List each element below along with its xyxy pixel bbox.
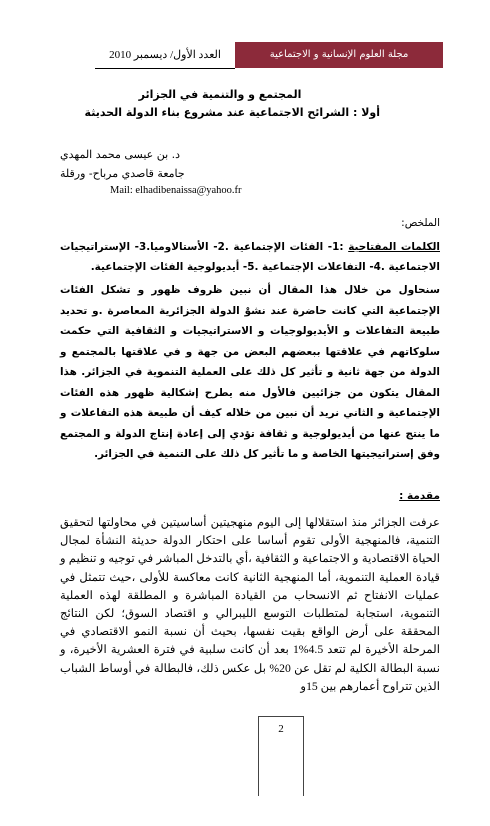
author-email: Mail: elhadibenaissa@yahoo.fr — [110, 185, 242, 196]
introduction-body: عرفت الجزائر منذ استقلالها إلى اليوم منهجيتين أساسيتين في محاولتها لتحقيق التنمية، فالمنهجية الأولى تقوم أساسا على احتكار الدولة حديثة النشأة لمجال الحياة الاقتصادية و الاجتماعية و الثقافية ،أي بالتدخل المباشر في توجيه و تنظيم و قيادة العملية التنموية، أما المنهجية الثانية كانت معاكسة للأولى ،حيث تتمثل في عمليات الانفتاح ثم الانسحاب من القيادة المباشرة و المطلقة لهذه العملية التنموية، استجابة لمتطلبات التوسع الليبرالي و اقتصاد السوق؛ لكن النتائج المحققة على أرض الواقع بقيت نفسها، بحيث أن نسبة النمو الاقتصادي في المرحلة الأخيرة لم تتعد 4.5%1 بعد أن كانت سلبية في فترة العشرية الأخيرة، و نسبة البطالة الكلية لم تقل عن 20% بل عكس ذلك، فالبطالة في أوساط الشباب الذين تتراوح أعمارهم بين 15و — [60, 516, 440, 693]
abstract-heading: الملخص: — [401, 217, 440, 229]
journal-title-banner: مجلة العلوم الإنسانية و الاجتماعية — [235, 42, 443, 68]
introduction-heading: مقدمة : — [399, 490, 440, 502]
author-affiliation: جامعة قاصدي مرباح- ورقلة — [60, 167, 185, 180]
article-title: المجتمع و والتنمية في الجزائر — [138, 88, 302, 101]
keywords-paragraph — [60, 237, 440, 277]
abstract-body: سنحاول من خلال هذا المقال أن نبين ظروف ظهور و تشكل الفئات الإجتماعية التي كانت حاضرة عند نشوْ الدولة الجزائرية المعاصرة .و تحديد طبيعة التفاعلات و الأيديولوجيات و الاستراتيجيات و الثقافية التي حكمت سلوكاتهم في علاقتها ببعضهم البعض من جهة و في علاقتها بالمجتمع و الدولة من جهة ثانية و تأثير كل ذلك على العملية التنموية في الجزائر. هذا المقال يتكون من جزائيين فالأول منه يطرح إشكالية ظهور هذه الفئات الإجتماعية و الثاني نريد أن نبين من خلاله كيف أن طبيعة هذه التفاعلات و ما ينتج عنها من أيديولوجية و ثقافة تؤدي إلى إعادة إنتاج الدولة و المجتمع وفق إستراتيجيتها الخاصة و ما تأثير كل ذلك على التنمية في الجزائر. — [60, 284, 440, 460]
page-number: 2 — [278, 723, 284, 735]
article-subtitle: أولا : الشرائح الاجتماعية عند مشروع بناء الدولة الحديثة — [84, 106, 380, 119]
keywords-list: :1- الفئات الإجتماعية .2- الأستالاوميا.3- الإستراتيجيات الاجتماعية .4- التفاعلات الإجتماعية .5- أيديولوجية الفئات الإجتماعية. — [60, 241, 440, 273]
keywords-label: الكلمات المفتاحية — [348, 241, 440, 253]
page-header — [95, 42, 443, 70]
page-number-box — [258, 716, 304, 796]
author-name: د. بن عيسى محمد المهدي — [60, 148, 181, 161]
issue-info: العدد الأول/ ديسمبر 2010 — [95, 42, 235, 69]
